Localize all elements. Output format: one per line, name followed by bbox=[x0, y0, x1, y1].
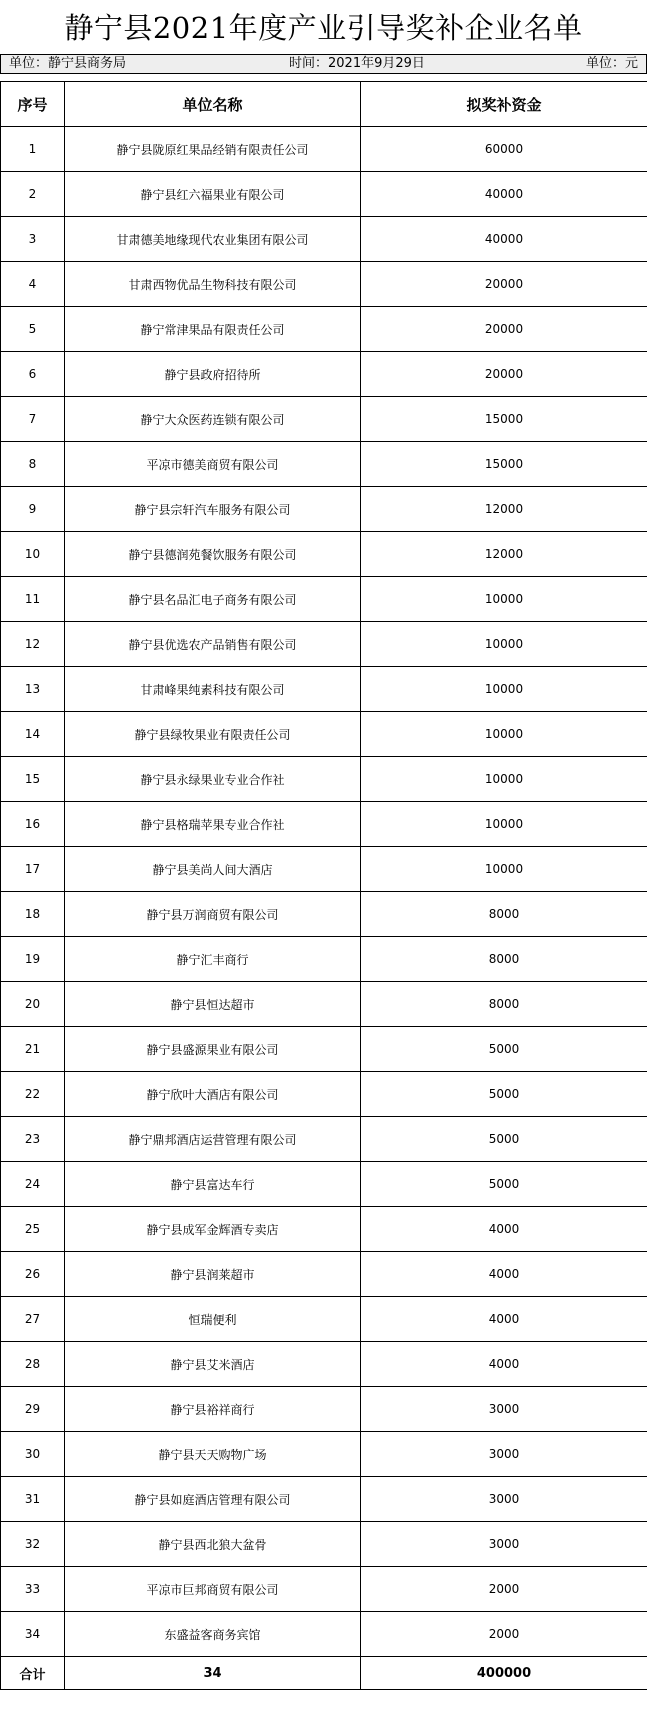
row-company-name: 静宁县美尚人间大酒店 bbox=[65, 847, 361, 892]
row-award-amount: 10000 bbox=[361, 712, 647, 757]
row-index: 19 bbox=[1, 937, 65, 982]
row-index: 26 bbox=[1, 1252, 65, 1297]
row-company-name: 静宁常津果品有限责任公司 bbox=[65, 307, 361, 352]
table-row bbox=[1, 1297, 647, 1342]
row-index: 17 bbox=[1, 847, 65, 892]
row-index: 33 bbox=[1, 1567, 65, 1612]
row-index: 31 bbox=[1, 1477, 65, 1522]
row-index: 18 bbox=[1, 892, 65, 937]
row-award-amount: 10000 bbox=[361, 847, 647, 892]
table-row bbox=[1, 802, 647, 847]
row-company-name: 静宁县成军金辉酒专卖店 bbox=[65, 1207, 361, 1252]
row-award-amount: 5000 bbox=[361, 1072, 647, 1117]
row-index: 8 bbox=[1, 442, 65, 487]
row-company-name: 静宁县政府招待所 bbox=[65, 352, 361, 397]
row-index: 12 bbox=[1, 622, 65, 667]
header-index: 序号 bbox=[1, 82, 65, 127]
row-index: 25 bbox=[1, 1207, 65, 1252]
row-index: 23 bbox=[1, 1117, 65, 1162]
row-company-name: 甘肃德美地缘现代农业集团有限公司 bbox=[65, 217, 361, 262]
row-company-name: 静宁县绿牧果业有限责任公司 bbox=[65, 712, 361, 757]
table-row bbox=[1, 1072, 647, 1117]
table-row bbox=[1, 1117, 647, 1162]
table-row bbox=[1, 442, 647, 487]
row-index: 32 bbox=[1, 1522, 65, 1567]
row-award-amount: 2000 bbox=[361, 1612, 647, 1657]
table-row bbox=[1, 1207, 647, 1252]
row-award-amount: 4000 bbox=[361, 1207, 647, 1252]
row-company-name: 静宁县如庭酒店管理有限公司 bbox=[65, 1477, 361, 1522]
total-label: 合计 bbox=[1, 1657, 65, 1690]
row-award-amount: 20000 bbox=[361, 307, 647, 352]
row-index: 7 bbox=[1, 397, 65, 442]
row-award-amount: 12000 bbox=[361, 532, 647, 577]
row-award-amount: 10000 bbox=[361, 667, 647, 712]
total-count: 34 bbox=[65, 1657, 361, 1690]
row-company-name: 静宁县名品汇电子商务有限公司 bbox=[65, 577, 361, 622]
row-index: 2 bbox=[1, 172, 65, 217]
row-award-amount: 4000 bbox=[361, 1342, 647, 1387]
table-row bbox=[1, 1432, 647, 1477]
row-index: 29 bbox=[1, 1387, 65, 1432]
table-row bbox=[1, 622, 647, 667]
table-row bbox=[1, 352, 647, 397]
row-company-name: 静宁县西北狼大盆骨 bbox=[65, 1522, 361, 1567]
row-index: 1 bbox=[1, 127, 65, 172]
table-row bbox=[1, 1567, 647, 1612]
row-company-name: 静宁大众医药连锁有限公司 bbox=[65, 397, 361, 442]
row-award-amount: 15000 bbox=[361, 397, 647, 442]
row-company-name: 静宁县恒达超市 bbox=[65, 982, 361, 1027]
table-row bbox=[1, 577, 647, 622]
row-award-amount: 5000 bbox=[361, 1027, 647, 1072]
table-row bbox=[1, 172, 647, 217]
subheader-bar bbox=[0, 54, 647, 74]
row-index: 21 bbox=[1, 1027, 65, 1072]
row-index: 20 bbox=[1, 982, 65, 1027]
row-award-amount: 5000 bbox=[361, 1162, 647, 1207]
row-company-name: 静宁县宗轩汽车服务有限公司 bbox=[65, 487, 361, 532]
row-award-amount: 20000 bbox=[361, 352, 647, 397]
row-award-amount: 10000 bbox=[361, 802, 647, 847]
row-award-amount: 3000 bbox=[361, 1522, 647, 1567]
row-award-amount: 8000 bbox=[361, 982, 647, 1027]
row-award-amount: 40000 bbox=[361, 172, 647, 217]
row-award-amount: 8000 bbox=[361, 892, 647, 937]
row-company-name: 平凉市巨邦商贸有限公司 bbox=[65, 1567, 361, 1612]
table-row bbox=[1, 757, 647, 802]
row-company-name: 静宁县盛源果业有限公司 bbox=[65, 1027, 361, 1072]
row-index: 14 bbox=[1, 712, 65, 757]
table-row bbox=[1, 307, 647, 352]
table-row bbox=[1, 892, 647, 937]
table-row bbox=[1, 1162, 647, 1207]
table-row bbox=[1, 982, 647, 1027]
row-index: 28 bbox=[1, 1342, 65, 1387]
row-award-amount: 3000 bbox=[361, 1432, 647, 1477]
row-company-name: 静宁县永绿果业专业合作社 bbox=[65, 757, 361, 802]
table-row bbox=[1, 217, 647, 262]
table-row bbox=[1, 127, 647, 172]
row-index: 6 bbox=[1, 352, 65, 397]
row-company-name: 静宁县优选农产品销售有限公司 bbox=[65, 622, 361, 667]
row-company-name: 静宁县润莱超市 bbox=[65, 1252, 361, 1297]
page-title: 静宁县2021年度产业引导奖补企业名单 bbox=[64, 10, 583, 45]
row-company-name: 甘肃峰果纯素科技有限公司 bbox=[65, 667, 361, 712]
table-row bbox=[1, 667, 647, 712]
row-index: 13 bbox=[1, 667, 65, 712]
issue-date: 时间：2021年9月29日 bbox=[289, 56, 425, 71]
row-index: 27 bbox=[1, 1297, 65, 1342]
table-row bbox=[1, 487, 647, 532]
row-award-amount: 5000 bbox=[361, 1117, 647, 1162]
row-award-amount: 10000 bbox=[361, 622, 647, 667]
row-award-amount: 10000 bbox=[361, 577, 647, 622]
row-award-amount: 40000 bbox=[361, 217, 647, 262]
row-index: 5 bbox=[1, 307, 65, 352]
table-row bbox=[1, 397, 647, 442]
row-index: 11 bbox=[1, 577, 65, 622]
row-company-name: 静宁县陇原红果品经销有限责任公司 bbox=[65, 127, 361, 172]
row-index: 16 bbox=[1, 802, 65, 847]
total-amount: 400000 bbox=[361, 1657, 647, 1690]
row-company-name: 静宁县天天购物广场 bbox=[65, 1432, 361, 1477]
table-row bbox=[1, 1342, 647, 1387]
row-company-name: 静宁鼎邦酒店运营管理有限公司 bbox=[65, 1117, 361, 1162]
table-row bbox=[1, 1522, 647, 1567]
table-row bbox=[1, 262, 647, 307]
row-index: 4 bbox=[1, 262, 65, 307]
table-row bbox=[1, 1027, 647, 1072]
row-index: 3 bbox=[1, 217, 65, 262]
header-company-name: 单位名称 bbox=[65, 82, 361, 127]
row-index: 9 bbox=[1, 487, 65, 532]
issuing-unit: 单位：静宁县商务局 bbox=[9, 56, 127, 71]
row-award-amount: 15000 bbox=[361, 442, 647, 487]
row-company-name: 静宁县万润商贸有限公司 bbox=[65, 892, 361, 937]
header-award-amount: 拟奖补资金 bbox=[361, 82, 647, 127]
table-row bbox=[1, 712, 647, 757]
row-award-amount: 10000 bbox=[361, 757, 647, 802]
row-company-name: 恒瑞便利 bbox=[65, 1297, 361, 1342]
row-company-name: 静宁县裕祥商行 bbox=[65, 1387, 361, 1432]
row-award-amount: 4000 bbox=[361, 1297, 647, 1342]
row-company-name: 静宁县富达车行 bbox=[65, 1162, 361, 1207]
row-company-name: 静宁县艾米酒店 bbox=[65, 1342, 361, 1387]
row-index: 22 bbox=[1, 1072, 65, 1117]
award-table bbox=[0, 81, 647, 1690]
table-row bbox=[1, 1252, 647, 1297]
row-company-name: 静宁县德润苑餐饮服务有限公司 bbox=[65, 532, 361, 577]
table-row bbox=[1, 1387, 647, 1432]
table-row bbox=[1, 1612, 647, 1657]
row-index: 34 bbox=[1, 1612, 65, 1657]
row-index: 24 bbox=[1, 1162, 65, 1207]
table-row bbox=[1, 532, 647, 577]
row-index: 15 bbox=[1, 757, 65, 802]
row-award-amount: 2000 bbox=[361, 1567, 647, 1612]
row-award-amount: 60000 bbox=[361, 127, 647, 172]
row-index: 10 bbox=[1, 532, 65, 577]
row-company-name: 静宁欣叶大酒店有限公司 bbox=[65, 1072, 361, 1117]
row-award-amount: 8000 bbox=[361, 937, 647, 982]
row-award-amount: 3000 bbox=[361, 1387, 647, 1432]
row-award-amount: 4000 bbox=[361, 1252, 647, 1297]
table-row bbox=[1, 937, 647, 982]
currency-unit: 单位：元 bbox=[585, 56, 638, 71]
row-company-name: 静宁县红六福果业有限公司 bbox=[65, 172, 361, 217]
row-company-name: 静宁汇丰商行 bbox=[65, 937, 361, 982]
row-company-name: 静宁县格瑞苹果专业合作社 bbox=[65, 802, 361, 847]
row-index: 30 bbox=[1, 1432, 65, 1477]
row-award-amount: 12000 bbox=[361, 487, 647, 532]
table-header-row bbox=[1, 82, 647, 127]
row-company-name: 平凉市德美商贸有限公司 bbox=[65, 442, 361, 487]
total-row bbox=[1, 1657, 647, 1690]
row-award-amount: 3000 bbox=[361, 1477, 647, 1522]
row-company-name: 甘肃西物优品生物科技有限公司 bbox=[65, 262, 361, 307]
row-company-name: 东盛益客商务宾馆 bbox=[65, 1612, 361, 1657]
table-row bbox=[1, 1477, 647, 1522]
table-row bbox=[1, 847, 647, 892]
row-award-amount: 20000 bbox=[361, 262, 647, 307]
